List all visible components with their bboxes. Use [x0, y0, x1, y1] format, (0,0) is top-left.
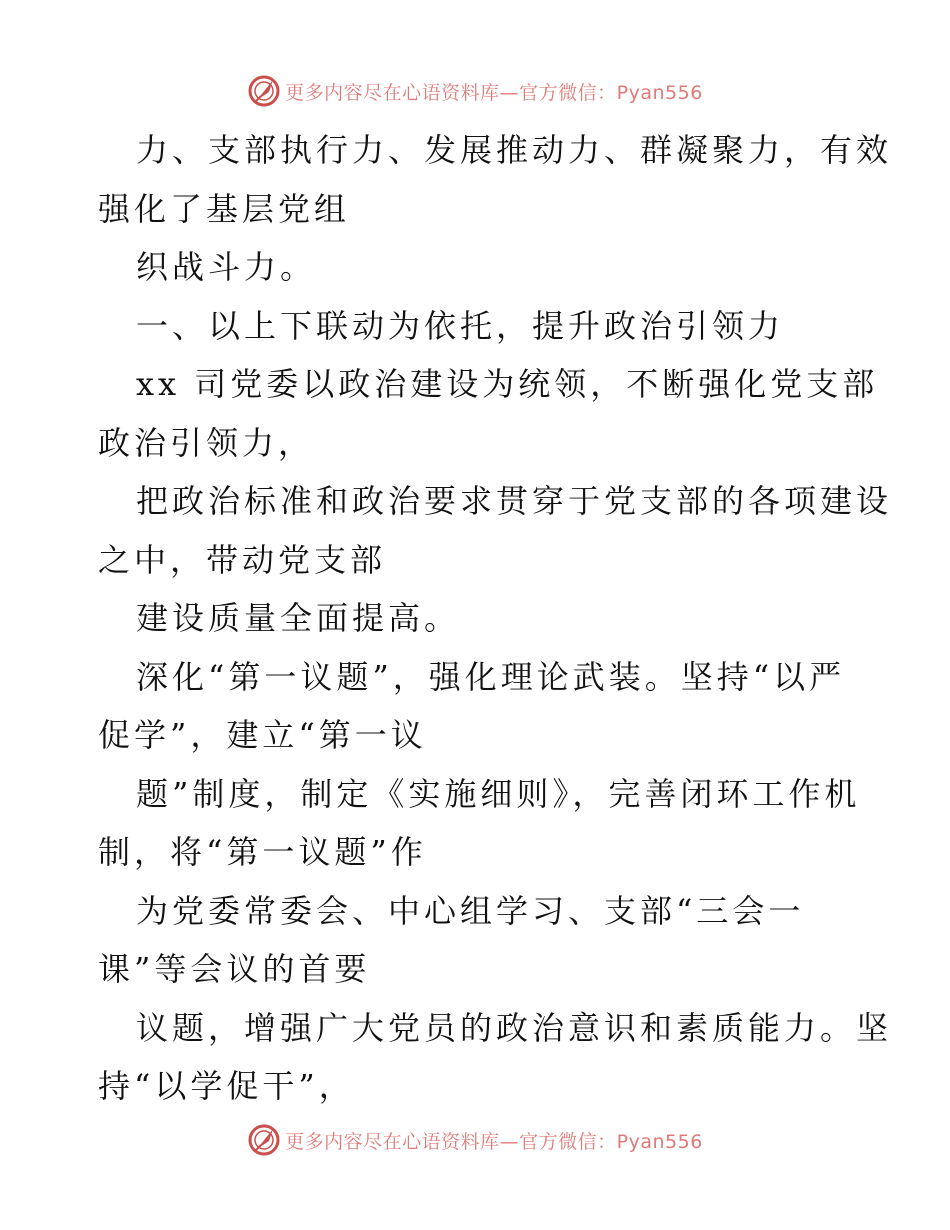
document-body	[98, 121, 893, 1116]
text-line: 力、支部执行力、发展推动力、群凝聚力，有效	[136, 131, 893, 169]
footer-banner-text: 更多内容尽在心语资料库—官方微信：Pyan556	[285, 1130, 703, 1153]
text-line: 议题，增强广大党员的政治意识和素质能力。坚	[136, 1008, 893, 1047]
text-line: 深化“第一议题”，强化理论武装。坚持“以严	[136, 657, 846, 696]
header-banner-text: 更多内容尽在心语资料库—官方微信：Pyan556	[285, 81, 703, 104]
text-line: 把政治标准和政治要求贯穿于党支部的各项建设	[136, 482, 893, 520]
text-line: 强化了基层党组	[98, 189, 351, 228]
section-heading: 一、以上下联动为依托，提升政治引领力	[136, 306, 785, 345]
footer-banner	[0, 1120, 950, 1160]
text-line: 制，将“第一议题”作	[98, 833, 427, 871]
text-line: 政治引领力，	[98, 423, 315, 462]
quill-logo-icon	[247, 74, 281, 108]
quill-logo-icon	[247, 1123, 281, 1157]
text-line: xx 司党委以政治建设为统领，不断强化党支部	[136, 365, 879, 403]
text-line: 为党委常委会、中心组学习、支部“三会一	[136, 891, 805, 930]
text-line: 之中，带动党支部	[98, 540, 387, 579]
text-line: 课”等会议的首要	[98, 950, 371, 988]
header-banner	[0, 71, 950, 111]
text-line: 题”制度，制定《实施细则》，完善闭环工作机	[136, 774, 861, 813]
text-line: 织战斗力。	[136, 248, 317, 286]
text-line: 建设质量全面提高。	[136, 599, 461, 637]
text-line: 促学”，建立“第一议	[98, 716, 427, 754]
text-line: 持“以学促干”，	[98, 1067, 355, 1105]
